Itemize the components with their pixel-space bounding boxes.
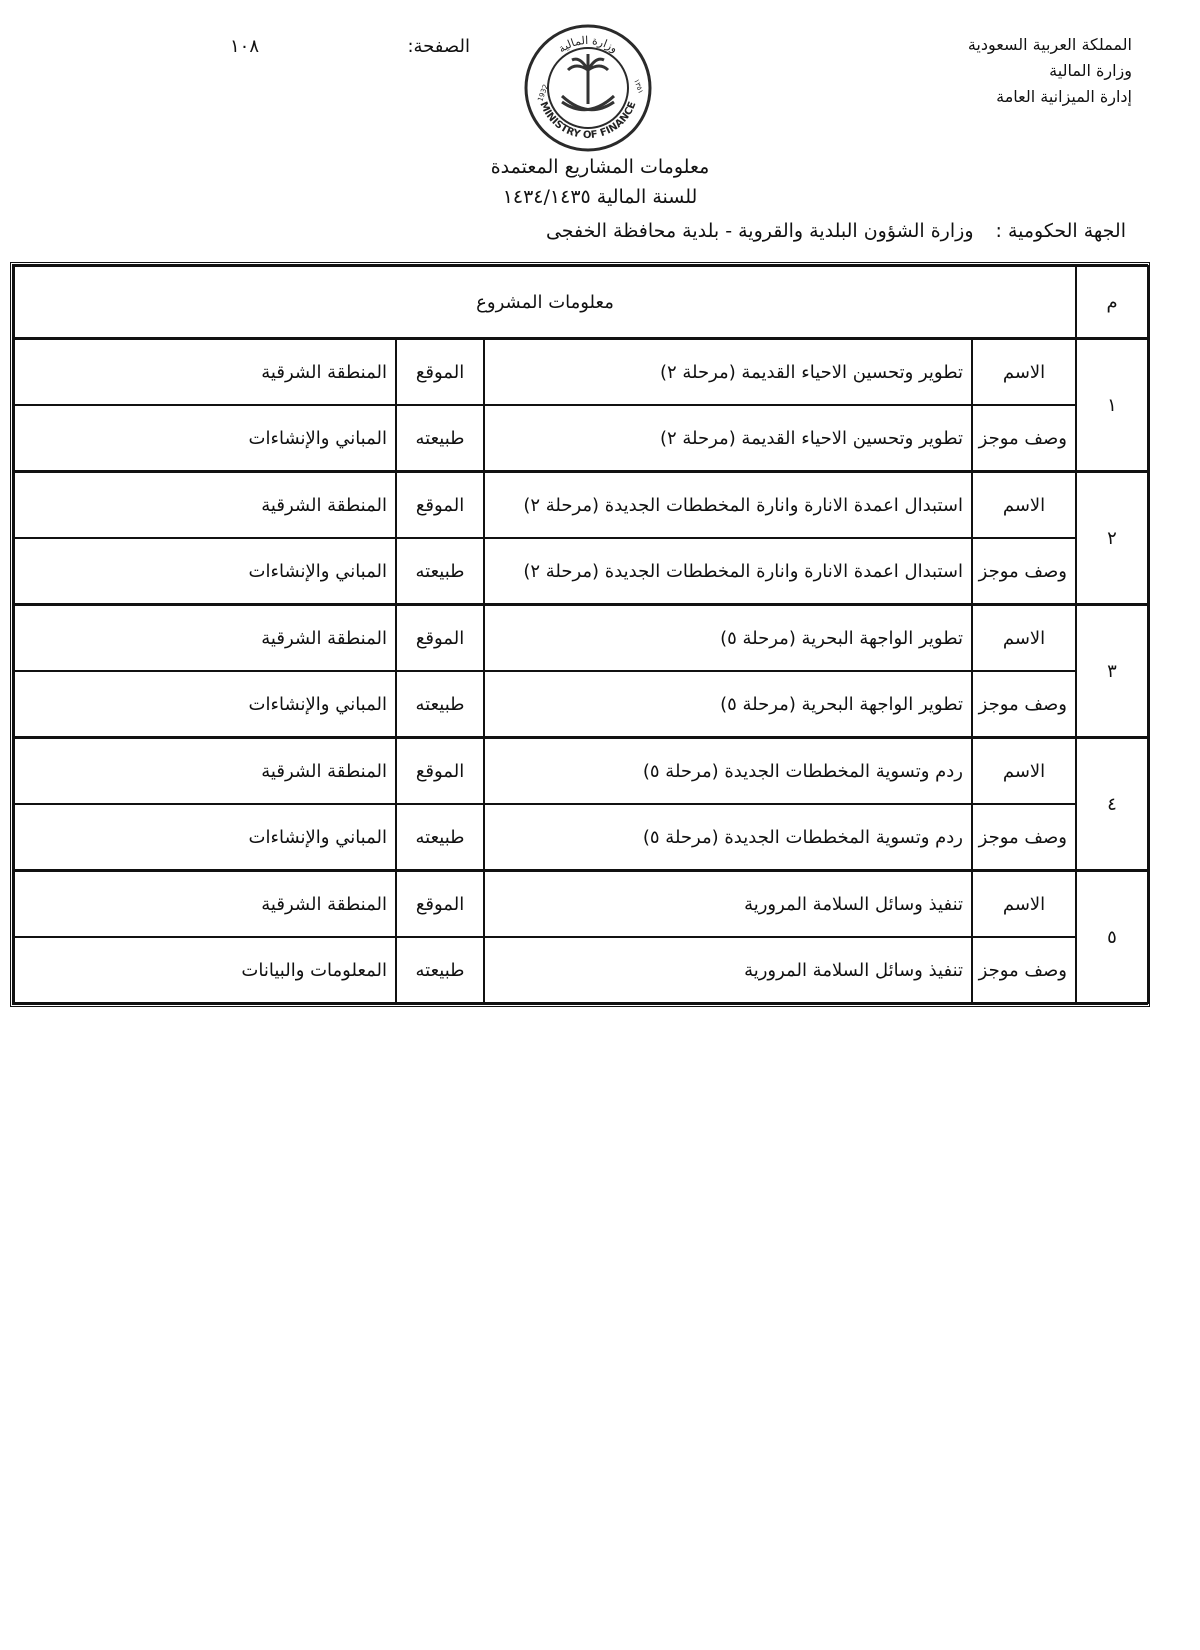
project-description: تطوير الواجهة البحرية (مرحلة ٥) <box>484 671 972 738</box>
header-line-kingdom: المملكة العربية السعودية <box>967 35 1132 54</box>
svg-text:١٣٥١: ١٣٥١ <box>632 77 645 95</box>
project-nature: المباني والإنشاءات <box>14 538 396 605</box>
table-row <box>14 472 1148 539</box>
page-label: الصفحة: <box>407 36 470 57</box>
project-location: المنطقة الشرقية <box>14 738 396 805</box>
table-row <box>14 804 1148 871</box>
agency-value: وزارة الشؤون البلدية والقروية - بلدية محافظة الخفجى <box>545 220 974 242</box>
label-description: وصف موجز <box>972 538 1076 605</box>
project-name: تطوير وتحسين الاحياء القديمة (مرحلة ٢) <box>484 339 972 406</box>
row-number: ١ <box>1076 339 1148 472</box>
ministry-of-finance-logo <box>522 22 654 154</box>
row-number: ٣ <box>1076 605 1148 738</box>
table-row <box>14 605 1148 672</box>
project-nature: المباني والإنشاءات <box>14 671 396 738</box>
table-row <box>14 671 1148 738</box>
header-index: م <box>1076 266 1148 339</box>
label-nature: طبيعته <box>396 671 484 738</box>
ministry-header <box>892 32 1132 110</box>
project-name: تطوير الواجهة البحرية (مرحلة ٥) <box>484 605 972 672</box>
agency-label: الجهة الحكومية : <box>995 220 1126 242</box>
table-row <box>14 738 1148 805</box>
table-row <box>14 871 1148 938</box>
table-row <box>14 538 1148 605</box>
label-nature: طبيعته <box>396 405 484 472</box>
title-line-1: معلومات المشاريع المعتمدة <box>490 156 710 178</box>
project-name: ردم وتسوية المخططات الجديدة (مرحلة ٥) <box>484 738 972 805</box>
row-number: ٤ <box>1076 738 1148 871</box>
label-name: الاسم <box>972 339 1076 406</box>
project-location: المنطقة الشرقية <box>14 871 396 938</box>
label-nature: طبيعته <box>396 937 484 1003</box>
page-number-block <box>230 36 470 57</box>
header-line-department: إدارة الميزانية العامة <box>996 87 1132 106</box>
project-name: استبدال اعمدة الانارة وانارة المخططات الجديدة (مرحلة ٢) <box>484 472 972 539</box>
label-location: الموقع <box>396 605 484 672</box>
label-description: وصف موجز <box>972 405 1076 472</box>
project-location: المنطقة الشرقية <box>14 605 396 672</box>
svg-text:MINISTRY OF FINANCE: MINISTRY OF FINANCE <box>537 100 639 142</box>
header-project-info: معلومات المشروع <box>14 266 1076 339</box>
label-name: الاسم <box>972 472 1076 539</box>
label-name: الاسم <box>972 871 1076 938</box>
header-line-ministry: وزارة المالية <box>1049 61 1132 80</box>
project-location: المنطقة الشرقية <box>14 339 396 406</box>
projects-table-grid <box>13 265 1149 1004</box>
project-description: تنفيذ وسائل السلامة المرورية <box>484 937 972 1003</box>
table-row <box>14 405 1148 472</box>
project-name: تنفيذ وسائل السلامة المرورية <box>484 871 972 938</box>
label-name: الاسم <box>972 605 1076 672</box>
svg-text:وزارة المالية: وزارة المالية <box>555 33 621 56</box>
label-nature: طبيعته <box>396 804 484 871</box>
title-line-2: للسنة المالية ١٤٣٤/١٤٣٥ <box>502 186 698 208</box>
label-description: وصف موجز <box>972 937 1076 1003</box>
table-row <box>14 339 1148 406</box>
row-number: ٢ <box>1076 472 1148 605</box>
label-description: وصف موجز <box>972 671 1076 738</box>
table-header-row <box>14 266 1148 339</box>
project-description: استبدال اعمدة الانارة وانارة المخططات الجديدة (مرحلة ٢) <box>484 538 972 605</box>
label-nature: طبيعته <box>396 538 484 605</box>
label-location: الموقع <box>396 738 484 805</box>
svg-text:1932: 1932 <box>536 83 550 103</box>
project-description: تطوير وتحسين الاحياء القديمة (مرحلة ٢) <box>484 405 972 472</box>
project-nature: المباني والإنشاءات <box>14 804 396 871</box>
row-number: ٥ <box>1076 871 1148 1004</box>
label-location: الموقع <box>396 871 484 938</box>
label-description: وصف موجز <box>972 804 1076 871</box>
report-title <box>0 152 1200 212</box>
project-nature: المعلومات والبيانات <box>14 937 396 1003</box>
project-location: المنطقة الشرقية <box>14 472 396 539</box>
project-description: ردم وتسوية المخططات الجديدة (مرحلة ٥) <box>484 804 972 871</box>
table-row <box>14 937 1148 1003</box>
label-location: الموقع <box>396 339 484 406</box>
government-agency <box>546 220 1126 242</box>
project-nature: المباني والإنشاءات <box>14 405 396 472</box>
projects-table <box>10 262 1150 1007</box>
page-number: ١٠٨ <box>230 36 260 57</box>
label-location: الموقع <box>396 472 484 539</box>
label-name: الاسم <box>972 738 1076 805</box>
